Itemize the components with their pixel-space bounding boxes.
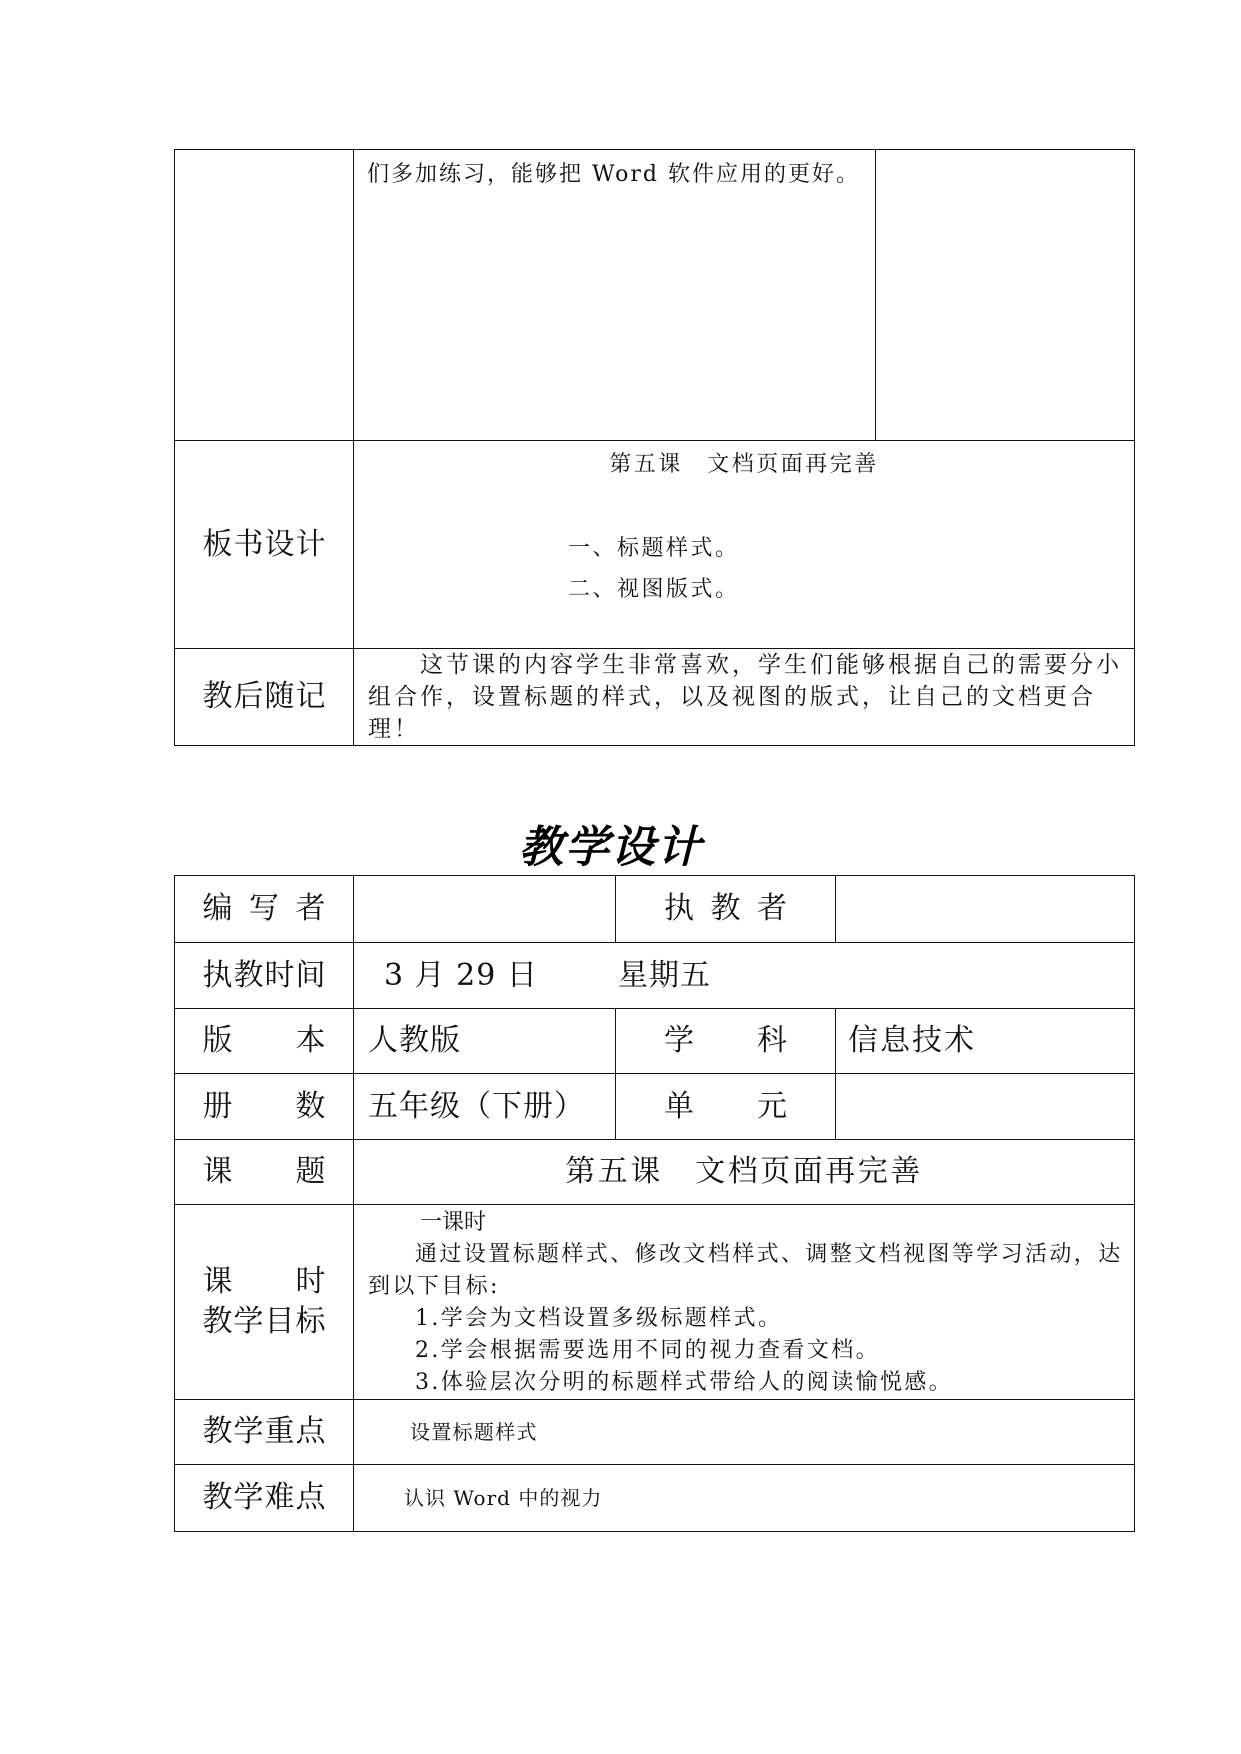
volume-label-cell xyxy=(175,1074,354,1140)
key-point-value: 设置标题样式 xyxy=(410,1420,538,1444)
objective-item: 2.学会根据需要选用不同的视力查看文档。 xyxy=(415,1338,880,1363)
time-row xyxy=(175,943,1135,1009)
difficulty-value-cell xyxy=(354,1465,1135,1532)
period-label: 课 时 xyxy=(202,1264,326,1299)
board-design-content-cell xyxy=(354,441,1135,649)
teacher-label: 执 教 者 xyxy=(664,891,787,926)
board-design-item: 一、标题样式。 xyxy=(568,536,740,561)
process-text: 们多加练习，能够把 Word 软件应用的更好。 xyxy=(367,162,860,187)
unit-label-cell xyxy=(616,1074,836,1140)
period-text: 一课时 xyxy=(420,1210,487,1235)
volume-row xyxy=(175,1074,1135,1140)
post-teaching-notes-label: 教后随记 xyxy=(202,679,326,714)
subject-label: 学 科 xyxy=(664,1023,787,1058)
edition-row xyxy=(175,1009,1135,1074)
time-label-cell xyxy=(175,943,354,1009)
post-teaching-notes-row xyxy=(175,649,1135,746)
post-teaching-notes-text: 这节课的内容学生非常喜欢，学生们能够根据自己的需要分小组合作，设置标题的样式，以及视图的版式，让自己的文档更合理！ xyxy=(368,652,1122,742)
objectives-row xyxy=(175,1205,1135,1400)
author-value-cell xyxy=(354,876,616,943)
process-note-cell xyxy=(876,150,1135,441)
objectives-content xyxy=(354,1205,1134,1399)
section-title: 教学设计 xyxy=(519,822,703,873)
time-value-cell xyxy=(354,943,1135,1009)
author-label: 编 写 者 xyxy=(202,891,326,926)
edition-value-cell xyxy=(354,1009,616,1074)
objectives-label: 教学目标 xyxy=(202,1304,326,1339)
key-point-row xyxy=(175,1400,1135,1465)
edition-value: 人教版 xyxy=(368,1023,461,1058)
objectives-content-cell xyxy=(354,1205,1135,1400)
board-design-title: 第五课 文档页面再完善 xyxy=(609,452,879,477)
topic-label-cell xyxy=(175,1140,354,1205)
difficulty-label-cell xyxy=(175,1465,354,1532)
volume-value-cell xyxy=(354,1074,616,1140)
unit-label: 单 元 xyxy=(664,1088,787,1124)
topic-row xyxy=(175,1140,1135,1205)
weekday-text: 星期五 xyxy=(618,957,711,993)
topic-label: 课 题 xyxy=(202,1154,326,1189)
unit-value-cell xyxy=(836,1074,1135,1140)
process-label-cell xyxy=(175,150,354,441)
topic-value: 第五课 文档页面再完善 xyxy=(565,1154,923,1189)
subject-value-cell xyxy=(836,1009,1135,1074)
objectives-label-cell xyxy=(175,1205,354,1400)
time-label: 执教时间 xyxy=(202,957,326,993)
time-value xyxy=(354,956,1134,996)
date-text: 3 月 29 日 xyxy=(384,957,538,993)
author-row xyxy=(175,876,1135,943)
board-design-row xyxy=(175,441,1135,649)
teacher-label-cell xyxy=(616,876,836,943)
process-continuation-row xyxy=(175,150,1135,441)
post-teaching-notes-content-cell xyxy=(354,649,1135,746)
subject-value: 信息技术 xyxy=(848,1023,976,1058)
board-design-label: 板书设计 xyxy=(202,526,326,562)
board-design-label-cell xyxy=(175,441,354,649)
difficulty-row xyxy=(175,1465,1135,1532)
edition-label: 版 本 xyxy=(202,1023,326,1058)
author-label-cell xyxy=(175,876,354,943)
objective-item: 3.体验层次分明的标题样式带给人的阅读愉悦感。 xyxy=(415,1370,954,1395)
teaching-design-table xyxy=(174,875,1135,1532)
key-point-value-cell xyxy=(354,1400,1135,1465)
teacher-value-cell xyxy=(836,876,1135,943)
lesson-plan-continuation-table xyxy=(174,149,1135,746)
post-teaching-notes-label-cell xyxy=(175,649,354,746)
key-point-label-cell xyxy=(175,1400,354,1465)
key-point-label: 教学重点 xyxy=(202,1414,326,1449)
volume-label: 册 数 xyxy=(202,1088,326,1124)
volume-value: 五年级（下册） xyxy=(368,1088,585,1124)
difficulty-value: 认识 Word 中的视力 xyxy=(404,1486,603,1510)
objective-item: 1.学会为文档设置多级标题样式。 xyxy=(415,1306,783,1331)
objectives-intro: 通过设置标题样式、修改文档样式、调整文档视图等学习活动，达到以下目标: xyxy=(368,1242,1123,1299)
subject-label-cell xyxy=(616,1009,836,1074)
difficulty-label: 教学难点 xyxy=(202,1480,326,1515)
topic-value-cell xyxy=(354,1140,1135,1205)
board-design-item: 二、视图版式。 xyxy=(568,577,740,602)
edition-label-cell xyxy=(175,1009,354,1074)
process-text-cell xyxy=(354,150,876,441)
